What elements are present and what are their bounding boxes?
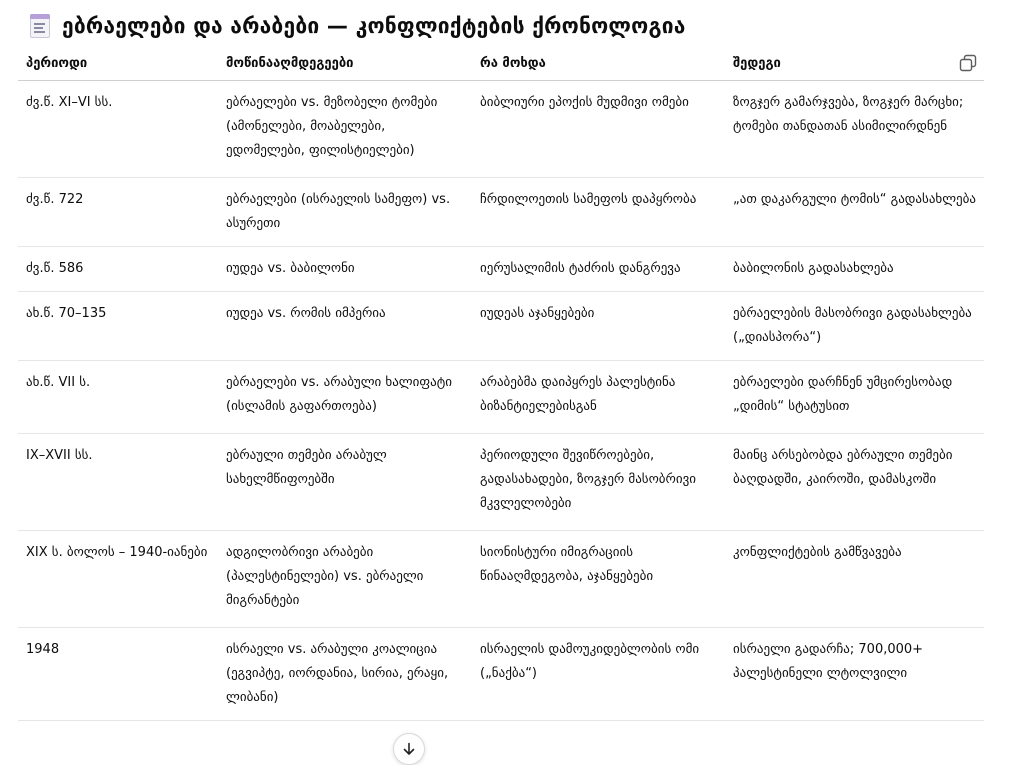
arrow-down-icon [401, 741, 417, 757]
cell-period: ძვ.წ. XI–VI სს. [18, 81, 218, 178]
cell-period: ძვ.წ. 722 [18, 178, 218, 247]
scroll-to-bottom-button[interactable] [393, 733, 425, 765]
cell-event: სიონისტური იმიგრაციის წინააღმდეგობა, აჯანყებები [472, 531, 725, 628]
cell-event: იერუსალიმის ტაძრის დანგრევა [472, 247, 725, 292]
header-period: პერიოდი [18, 48, 218, 81]
table-row [18, 247, 984, 292]
header-event: რა მოხდა [472, 48, 725, 81]
cell-opponents: ებრაელები (ისრაელის სამეფო) vs. ასურეთი [218, 178, 472, 247]
table-row [18, 361, 984, 434]
cell-period: 1948 [18, 628, 218, 721]
table-row [18, 292, 984, 361]
cell-result: ებრაელები დარჩნენ უმცირესობად „დიმის“ სტატუსით [725, 361, 984, 434]
table-row [18, 531, 984, 628]
cell-result: ისრაელი გადარჩა; 700,000+ პალესტინელი ლტოლვილი [725, 628, 984, 721]
table-row [18, 81, 984, 178]
cell-event: არაბებმა დაიპყრეს პალესტინა ბიზანტიელებისგან [472, 361, 725, 434]
cell-result: ბაბილონის გადასახლება [725, 247, 984, 292]
table-row [18, 178, 984, 247]
cell-result: „ათ დაკარგული ტომის“ გადასახლება [725, 178, 984, 247]
cell-event: იუდეას აჯანყებები [472, 292, 725, 361]
chronology-table [18, 48, 984, 721]
page-title [30, 8, 686, 44]
cell-result: მაინც არსებობდა ებრაული თემები ბაღდადში, კაიროში, დამასკოში [725, 434, 984, 531]
cell-opponents: ებრაული თემები არაბულ სახელმწიფოებში [218, 434, 472, 531]
table-header-row [18, 48, 984, 81]
cell-opponents: იუდეა vs. ბაბილონი [218, 247, 472, 292]
header-opponents: მოწინააღმდეგეები [218, 48, 472, 81]
table-row [18, 434, 984, 531]
cell-period: ახ.წ. 70–135 [18, 292, 218, 361]
cell-period: ახ.წ. VII ს. [18, 361, 218, 434]
document-icon [30, 14, 50, 38]
cell-opponents: იუდეა vs. რომის იმპერია [218, 292, 472, 361]
table-row [18, 628, 984, 721]
cell-event: პერიოდული შევიწროებები, გადასახადები, ზოგჯერ მასობრივი მკვლელობები [472, 434, 725, 531]
header-result: შედეგი [725, 48, 984, 81]
cell-result: ზოგჯერ გამარჯვება, ზოგჯერ მარცხი; ტომები თანდათან ასიმილირდნენ [725, 81, 984, 178]
cell-event: ბიბლიური ეპოქის მუდმივი ომები [472, 81, 725, 178]
cell-opponents: ებრაელები vs. არაბული ხალიფატი (ისლამის გაფართოება) [218, 361, 472, 434]
cell-event: ისრაელის დამოუკიდებლობის ომი („ნაქბა“) [472, 628, 725, 721]
cell-period: ძვ.წ. 586 [18, 247, 218, 292]
cell-period: IX–XVII სს. [18, 434, 218, 531]
page-title-text: ებრაელები და არაბები — კონფლიქტების ქრონოლოგია [62, 14, 686, 38]
cell-result: კონფლიქტების გამწვავება [725, 531, 984, 628]
cell-opponents: ებრაელები vs. მეზობელი ტომები (ამონელები, მოაბელები, ედომელები, ფილისტიელები) [218, 81, 472, 178]
cell-period: XIX ს. ბოლოს – 1940-იანები [18, 531, 218, 628]
cell-opponents: ადგილობრივი არაბები (პალესტინელები) vs. ებრაელი მიგრანტები [218, 531, 472, 628]
cell-result: ებრაელების მასობრივი გადასახლება („დიასპორა“) [725, 292, 984, 361]
cell-opponents: ისრაელი vs. არაბული კოალიცია (ეგვიპტე, იორდანია, სირია, ერაყი, ლიბანი) [218, 628, 472, 721]
cell-event: ჩრდილოეთის სამეფოს დაპყრობა [472, 178, 725, 247]
